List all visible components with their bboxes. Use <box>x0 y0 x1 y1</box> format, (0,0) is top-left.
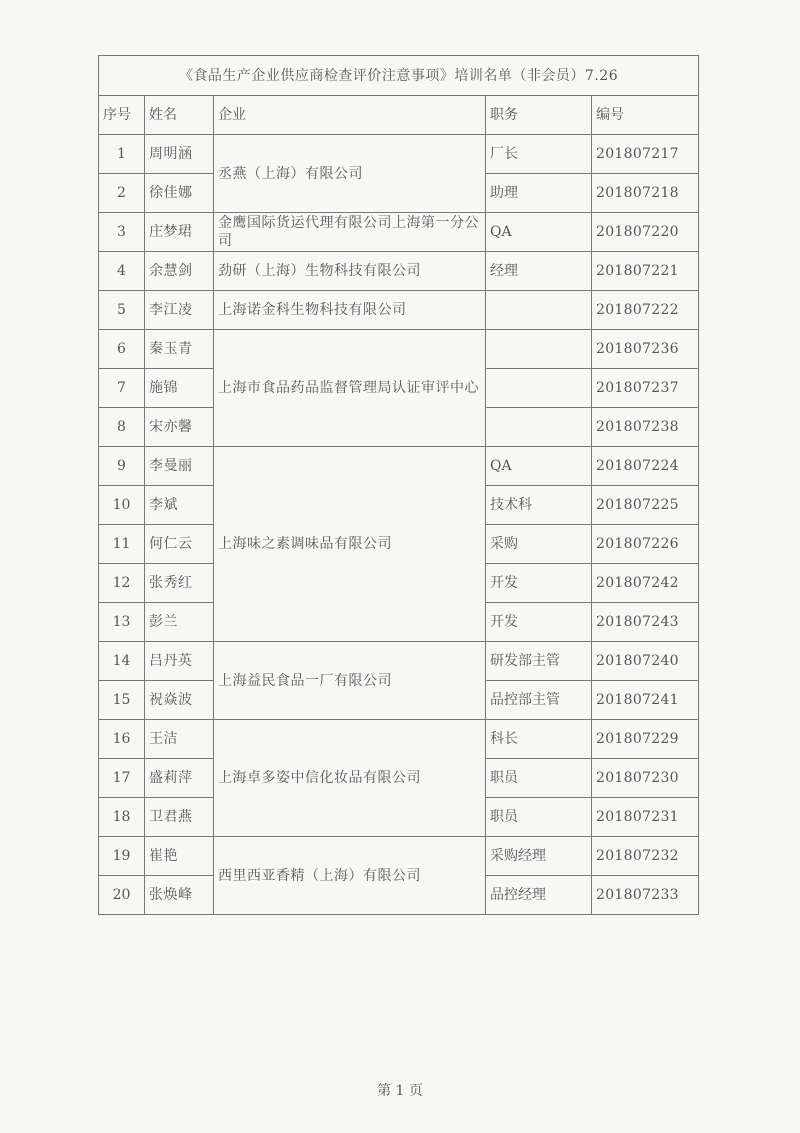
row-code: 201807240 <box>592 642 699 681</box>
row-number: 4 <box>99 252 145 291</box>
row-code: 201807242 <box>592 564 699 603</box>
row-role <box>486 291 592 330</box>
row-number: 1 <box>99 135 145 174</box>
row-name: 张秀红 <box>145 564 214 603</box>
row-role: 职员 <box>486 759 592 798</box>
table-row <box>99 252 699 291</box>
row-name: 卫君燕 <box>145 798 214 837</box>
row-number: 5 <box>99 291 145 330</box>
row-name: 施锦 <box>145 369 214 408</box>
row-code: 201807241 <box>592 681 699 720</box>
table-row <box>99 135 699 174</box>
table-row <box>99 642 699 681</box>
row-code: 201807220 <box>592 213 699 252</box>
row-company: 上海味之素调味品有限公司 <box>214 447 486 642</box>
row-number: 9 <box>99 447 145 486</box>
row-role: 经理 <box>486 252 592 291</box>
row-code: 201807218 <box>592 174 699 213</box>
header-company: 企业 <box>214 96 486 135</box>
row-role: 品控经理 <box>486 876 592 915</box>
row-code: 201807222 <box>592 291 699 330</box>
row-name: 徐佳娜 <box>145 174 214 213</box>
row-code: 201807236 <box>592 330 699 369</box>
row-code: 201807233 <box>592 876 699 915</box>
row-role: QA <box>486 447 592 486</box>
row-name: 李曼丽 <box>145 447 214 486</box>
row-company: 上海诺金科生物科技有限公司 <box>214 291 486 330</box>
row-number: 20 <box>99 876 145 915</box>
row-name: 周明涵 <box>145 135 214 174</box>
row-company: 上海卓多姿中信化妆品有限公司 <box>214 720 486 837</box>
row-code: 201807243 <box>592 603 699 642</box>
row-code: 201807226 <box>592 525 699 564</box>
header-role: 职务 <box>486 96 592 135</box>
page-number: 第 1 页 <box>377 1083 423 1099</box>
row-code: 201807237 <box>592 369 699 408</box>
row-role: QA <box>486 213 592 252</box>
row-name: 崔艳 <box>145 837 214 876</box>
row-role: 品控部主管 <box>486 681 592 720</box>
row-code: 201807225 <box>592 486 699 525</box>
roster-table <box>98 55 699 915</box>
row-name: 庄梦珺 <box>145 213 214 252</box>
row-company: 丞燕（上海）有限公司 <box>214 135 486 213</box>
row-code: 201807221 <box>592 252 699 291</box>
row-name: 宋亦馨 <box>145 408 214 447</box>
row-number: 15 <box>99 681 145 720</box>
row-code: 201807238 <box>592 408 699 447</box>
row-role: 科长 <box>486 720 592 759</box>
row-number: 19 <box>99 837 145 876</box>
row-name: 彭兰 <box>145 603 214 642</box>
row-company: 西里西亚香精（上海）有限公司 <box>214 837 486 915</box>
row-number: 12 <box>99 564 145 603</box>
table-row <box>99 213 699 252</box>
row-code: 201807224 <box>592 447 699 486</box>
row-role: 厂长 <box>486 135 592 174</box>
row-number: 8 <box>99 408 145 447</box>
row-number: 14 <box>99 642 145 681</box>
header-no: 序号 <box>99 96 145 135</box>
row-role <box>486 369 592 408</box>
row-name: 李江凌 <box>145 291 214 330</box>
row-number: 3 <box>99 213 145 252</box>
row-company: 上海市食品药品监督管理局认证审评中心 <box>214 330 486 447</box>
row-role: 助理 <box>486 174 592 213</box>
row-number: 17 <box>99 759 145 798</box>
table-row <box>99 447 699 486</box>
row-name: 秦玉青 <box>145 330 214 369</box>
row-name: 盛莉萍 <box>145 759 214 798</box>
row-role: 开发 <box>486 564 592 603</box>
row-number: 18 <box>99 798 145 837</box>
row-number: 16 <box>99 720 145 759</box>
header-row <box>99 96 699 135</box>
title-row <box>99 56 699 96</box>
row-role: 开发 <box>486 603 592 642</box>
row-role: 采购经理 <box>486 837 592 876</box>
document-title: 《食品生产企业供应商检查评价注意事项》培训名单（非会员）7.26 <box>99 56 699 96</box>
row-role: 采购 <box>486 525 592 564</box>
row-role: 职员 <box>486 798 592 837</box>
row-number: 7 <box>99 369 145 408</box>
row-name: 张焕峰 <box>145 876 214 915</box>
row-code: 201807231 <box>592 798 699 837</box>
row-number: 6 <box>99 330 145 369</box>
table-row <box>99 837 699 876</box>
row-role: 研发部主管 <box>486 642 592 681</box>
row-name: 李斌 <box>145 486 214 525</box>
row-number: 10 <box>99 486 145 525</box>
row-role <box>486 330 592 369</box>
table-row <box>99 291 699 330</box>
row-name: 吕丹英 <box>145 642 214 681</box>
row-company: 劲研（上海）生物科技有限公司 <box>214 252 486 291</box>
header-code: 编号 <box>592 96 699 135</box>
row-name: 祝焱波 <box>145 681 214 720</box>
row-code: 201807229 <box>592 720 699 759</box>
row-name: 何仁云 <box>145 525 214 564</box>
row-name: 王洁 <box>145 720 214 759</box>
row-number: 11 <box>99 525 145 564</box>
table-row <box>99 330 699 369</box>
row-company: 上海益民食品一厂有限公司 <box>214 642 486 720</box>
row-role: 技术科 <box>486 486 592 525</box>
row-name: 余慧剑 <box>145 252 214 291</box>
row-company: 金鹰国际货运代理有限公司上海第一分公司 <box>214 213 486 252</box>
row-role <box>486 408 592 447</box>
row-number: 2 <box>99 174 145 213</box>
row-code: 201807232 <box>592 837 699 876</box>
row-code: 201807217 <box>592 135 699 174</box>
header-name: 姓名 <box>145 96 214 135</box>
row-number: 13 <box>99 603 145 642</box>
table-row <box>99 720 699 759</box>
row-code: 201807230 <box>592 759 699 798</box>
